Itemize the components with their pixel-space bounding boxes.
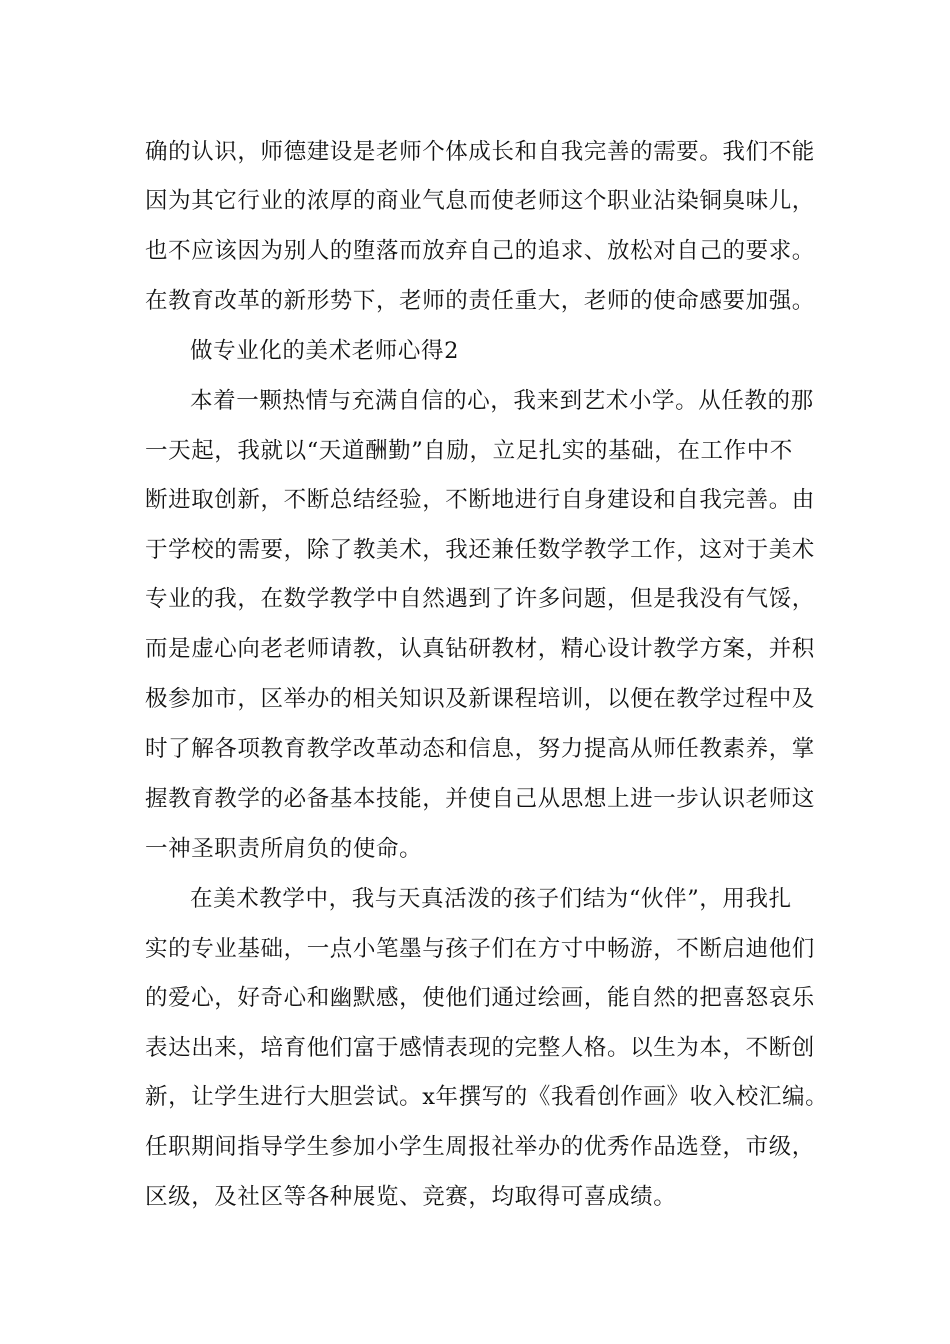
paragraph-line: 握教育教学的必备基本技能，并使自己从思想上进一步认识老师这 bbox=[145, 786, 815, 812]
paragraph-line: 在教育改革的新形势下，老师的责任重大，老师的使命感要加强。 bbox=[145, 288, 815, 314]
paragraph-line: 一天起，我就以“天道酬勤”自励，立足扎实的基础，在工作中不 bbox=[145, 438, 793, 464]
paragraph-line: 断进取创新，不断总结经验，不断地进行自身建设和自我完善。由 bbox=[145, 487, 815, 513]
section-heading: 做专业化的美术老师心得2 bbox=[190, 338, 460, 364]
paragraph-line: 因为其它行业的浓厚的商业气息而使老师这个职业沾染铜臭味儿， bbox=[145, 188, 815, 214]
paragraph-line: 专业的我，在数学教学中自然遇到了许多问题，但是我没有气馁， bbox=[145, 586, 815, 612]
paragraph-line: 而是虚心向老老师请教，认真钻研教材，精心设计教学方案，并积 bbox=[145, 636, 815, 662]
paragraph-line: 极参加市，区举办的相关知识及新课程培训，以便在教学过程中及 bbox=[145, 686, 815, 712]
paragraph-line: 确的认识，师德建设是老师个体成长和自我完善的需要。我们不能 bbox=[145, 139, 815, 165]
paragraph-line: 时了解各项教育教学改革动态和信息，努力提高从师任教素养，掌 bbox=[145, 736, 815, 762]
paragraph-line: 也不应该因为别人的堕落而放弃自己的追求、放松对自己的要求。 bbox=[145, 238, 815, 264]
paragraph-line: 实的专业基础，一点小笔墨与孩子们在方寸中畅游，不断启迪他们 bbox=[145, 936, 815, 962]
paragraph-line: 于学校的需要，除了教美术，我还兼任数学教学工作，这对于美术 bbox=[145, 537, 815, 563]
paragraph-line: 在美术教学中，我与天真活泼的孩子们结为“伙伴”，用我扎 bbox=[190, 886, 792, 912]
paragraph-line: 区级，及社区等各种展览、竞赛，均取得可喜成绩。 bbox=[145, 1184, 677, 1210]
paragraph-line: 新，让学生进行大胆尝试。x年撰写的《我看创作画》收入校汇编。 bbox=[145, 1084, 829, 1110]
paragraph-line: 表达出来，培育他们富于感情表现的完整人格。以生为本，不断创 bbox=[145, 1035, 815, 1061]
paragraph-line: 本着一颗热情与充满自信的心，我来到艺术小学。从任教的那 bbox=[190, 388, 814, 414]
paragraph-line: 任职期间指导学生参加小学生周报社举办的优秀作品选登，市级， bbox=[145, 1134, 815, 1160]
paragraph-line: 的爱心，好奇心和幽默感，使他们通过绘画，能自然的把喜怒哀乐 bbox=[145, 985, 815, 1011]
paragraph-line: 一神圣职责所肩负的使命。 bbox=[145, 836, 423, 862]
